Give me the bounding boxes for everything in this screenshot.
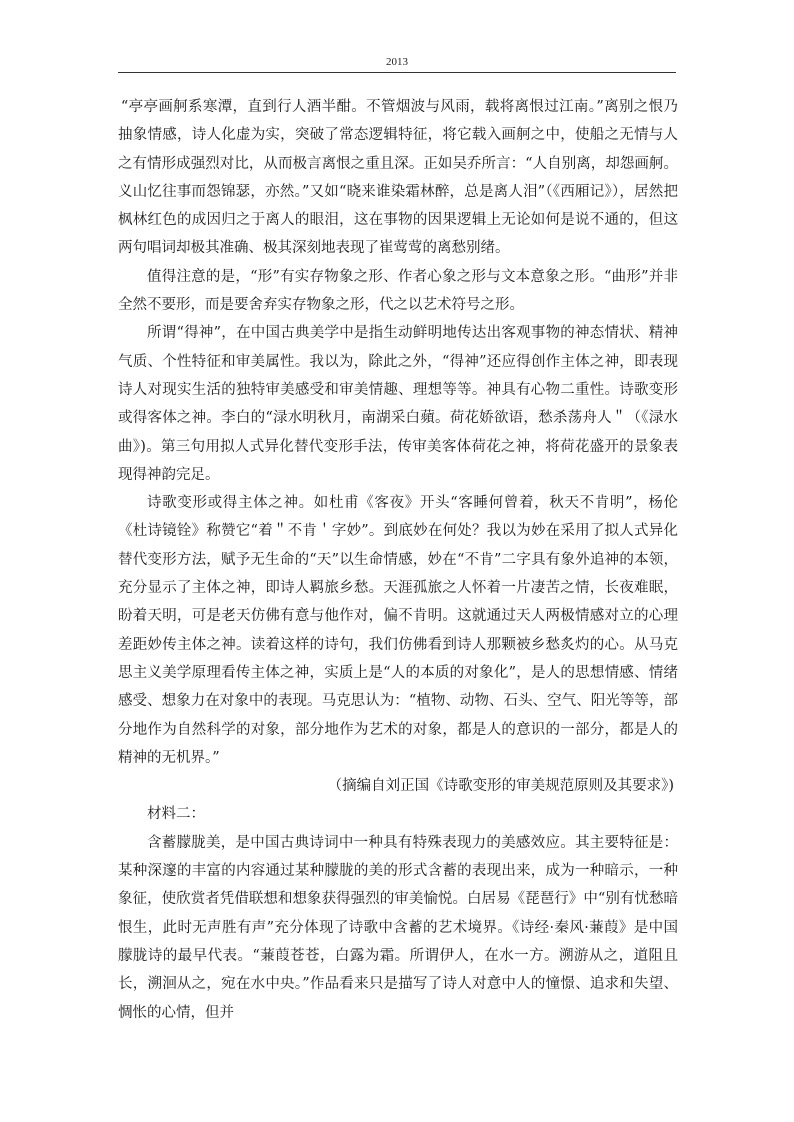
paragraph-5: 含蓄朦胧美，是中国古典诗词中一种具有特殊表现力的美感效应。其主要特征是：某种深邃的丰富的内容通过某种朦胧的美的形式含蓄的表现出来，成为一种暗示，一种象征，使欣赏者凭借联想和想象获得强烈的审美愉悦。白居易《琵琶行》中“别有忧愁暗恨生，此时无声胜有声”充分体现了诗歌中含蓄的艺术境界。《诗经·秦风·蒹葭》是中国朦胧诗的最早代表。“蒹葭苍苍，白露为霜。所谓伊人，在水一方。溯游从之，道阻且长，溯洄从之，宛在水中央。”作品看来只是描写了诗人对意中人的憧憬、追求和失望、惆怅的心情，但并: [118, 834, 678, 1021]
paragraph-1: “亭亭画舸系寒潭，直到行人酒半酣。不管烟波与风雨，载将离恨过江南。”离别之恨乃抽象情感，诗人化虚为实，突破了常态逻辑特征，将它载入画舸之中，使船之无情与人之有情形成强烈对比，从而极言离恨之重且深。正如吴乔所言：“人自别离，却怨画舸。义山忆往事而怨锦瑟，亦然。”又如“晓来谁染霜林醉，总是离人泪”（《西厢记》），居然把枫林红色的成因归之于离人的眼泪，这在事物的因果逻辑上无论如何是说不通的，但这两句唱词却极其准确、极其深刻地表现了崔莺莺的离愁别绪。: [118, 99, 678, 257]
paragraph-2: 值得注意的是，“形”有实存物象之形、作者心象之形与文本意象之形。“曲形”并非全然不要形，而是要舍弃实存物象之形，代之以艺术符号之形。: [118, 268, 678, 314]
section-label: 材料二：: [147, 806, 205, 823]
document-body: [118, 93, 678, 1027]
header-rule: [118, 72, 676, 73]
page-number: 2013: [386, 56, 408, 68]
paragraph-4: 诗歌变形或得主体之神。如杜甫《客夜》开头“客睡何曾着，秋天不肯明”，杨伦《杜诗镜铨》称赞它“着＂不肯＇字妙”。到底妙在何处？我以为妙在采用了拟人式异化替代变形方法，赋予无生命的“天”以生命情感，妙在“不肯”二字具有象外追神的本领，充分显示了主体之神，即诗人羁旅乡愁。天涯孤旅之人怀着一片凄苦之情，长夜难眠，盼着天明，可是老天仿佛有意与他作对，偏不肯明。这就通过天人两极情感对立的心理差距妙传主体之神。读着这样的诗句，我们仿佛看到诗人那颗被乡愁炙灼的心。从马克思主义美学原理看传主体之神，实质上是“人的本质的对象化”，是人的思想情感、情绪感受、想象力在对象中的表现。马克思认为：“植物、动物、石头、空气、阳光等等，部分地作为自然科学的对象，部分地作为艺术的对象，都是人的意识的一部分，都是人的精神的无机界。”: [118, 495, 678, 766]
paragraph-3: 所谓“得神”，在中国古典美学中是指生动鲜明地传达出客观事物的神态情状、精神气质、个性特征和审美属性。我以为，除此之外，“得神”还应得创作主体之神，即表现诗人对现实生活的独特审美感受和审美情趣、理想等等。神具有心物二重性。诗歌变形或得客体之神。李白的“渌水明秋月，南湖采白蘋。荷花娇欲语，愁杀荡舟人＂（《渌水曲》)。第三句用拟人式异化替代变形手法，传审美客体荷花之神，将荷花盛开的景象表现得神韵完足。: [118, 325, 678, 483]
source-citation: （摘编自刘正国《诗歌变形的审美规范原则及其要求》): [327, 778, 674, 795]
